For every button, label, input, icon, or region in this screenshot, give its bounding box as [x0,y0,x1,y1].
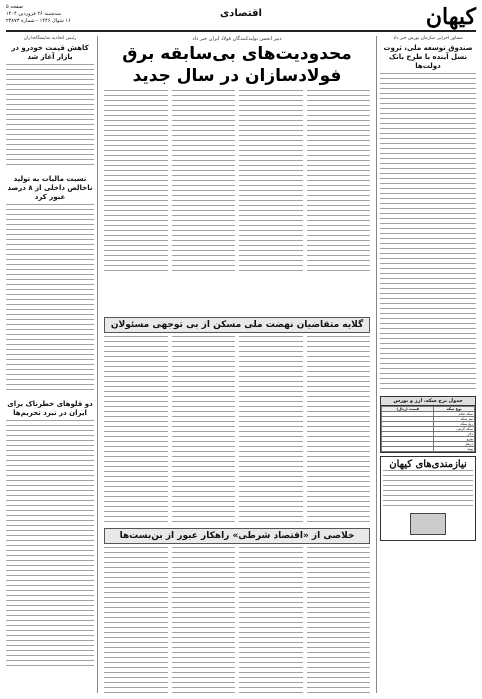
bourse-title: جدول نرخ سکه، ارز و بورس [381,397,475,406]
classifieds-body [383,470,473,510]
article-col-8 [104,336,168,524]
main-article [104,90,370,272]
section-title: اقتصادی [220,8,262,19]
article-col-6 [239,336,303,524]
bourse-cell: دلار [434,432,475,437]
table-row [382,447,475,452]
classifieds-stamp-icon [410,513,446,535]
left-article-2 [6,204,94,394]
left-column [6,36,98,693]
article-col-3 [172,90,236,272]
left-headline-3: دو قلوهای خطرناک برای ایران در نبرد تحریم‌ها [7,400,93,417]
date-line-2: ۱۶ شوال ۱۴۴۶ - شماره ۲۳۸۷۳ [6,18,71,24]
bourse-cell: پوند [434,447,475,452]
bourse-cell: یورو [434,437,475,442]
bourse-grid [381,406,475,452]
right-column [376,36,476,693]
housing-article [104,336,370,524]
bourse-header-cell: نوع سکه [434,407,475,412]
bourse-cell: درهم [434,442,475,447]
article-col-9 [307,547,371,693]
bourse-cell: ربع سکه [434,422,475,427]
left-article-1 [6,64,94,169]
bourse-cell [382,447,434,452]
article-col-12 [104,547,168,693]
classifieds-box [380,456,476,541]
page-number: صفحه ۵ [6,4,23,10]
issue-meta [6,4,96,25]
article-col-2 [239,90,303,272]
subhead-band-housing: گلایه متقاضیان نهضت ملی مسکن از بی توجهی مسئولان [104,317,370,333]
main-headline: محدودیت‌های بی‌سابقه برق فولادسازان در سال جدید [122,44,352,86]
article-col-11 [172,547,236,693]
article-col-7 [172,336,236,524]
bourse-table [380,396,476,453]
left-headline-1: کاهش قیمت خودرو در بازار آغاز شد [11,44,89,61]
article-col-10 [239,547,303,693]
article-col-4 [104,90,168,272]
article-col-5 [307,336,371,524]
subhead-band-economy: خلاصی از «اقتصاد شرطی» راهکار عبور از بن‌بست‌ها [104,528,370,544]
bourse-cell: سکه تمام [434,412,475,417]
masthead [6,4,476,32]
right-article-body [380,73,476,393]
article-col-1 [307,90,371,272]
bourse-cell: سکه گرمی [434,427,475,432]
left-kicker-1: رئیس اتحادیه نمایشگاه‌داران [23,36,77,41]
bourse-header-cell: قیمت (ریال) [382,407,434,412]
right-headline: صندوق توسعه ملی، ثروت نسل آینده با طرح بانک دولت‌ها [383,44,473,70]
classifieds-logo: نیازمندی‌های کیهان [389,459,467,470]
bourse-cell: نیم سکه [434,417,475,422]
economy-article [104,547,370,693]
newspaper-logo: کیهان [425,4,476,30]
date-line-1: سه‌شنبه ۲۶ فروردین ۱۴۰۴ [6,11,62,17]
left-article-3 [6,420,94,670]
main-kicker: دبیر انجمن تولیدکنندگان فولاد ایران خبر داد [192,36,282,42]
left-headline-2: نسبت مالیات به تولید ناخالص داخلی از ۸ درصد عبور کرد [7,175,93,201]
right-kicker: مشاور اجرایی سازمان بورس خبر داد [393,36,463,41]
